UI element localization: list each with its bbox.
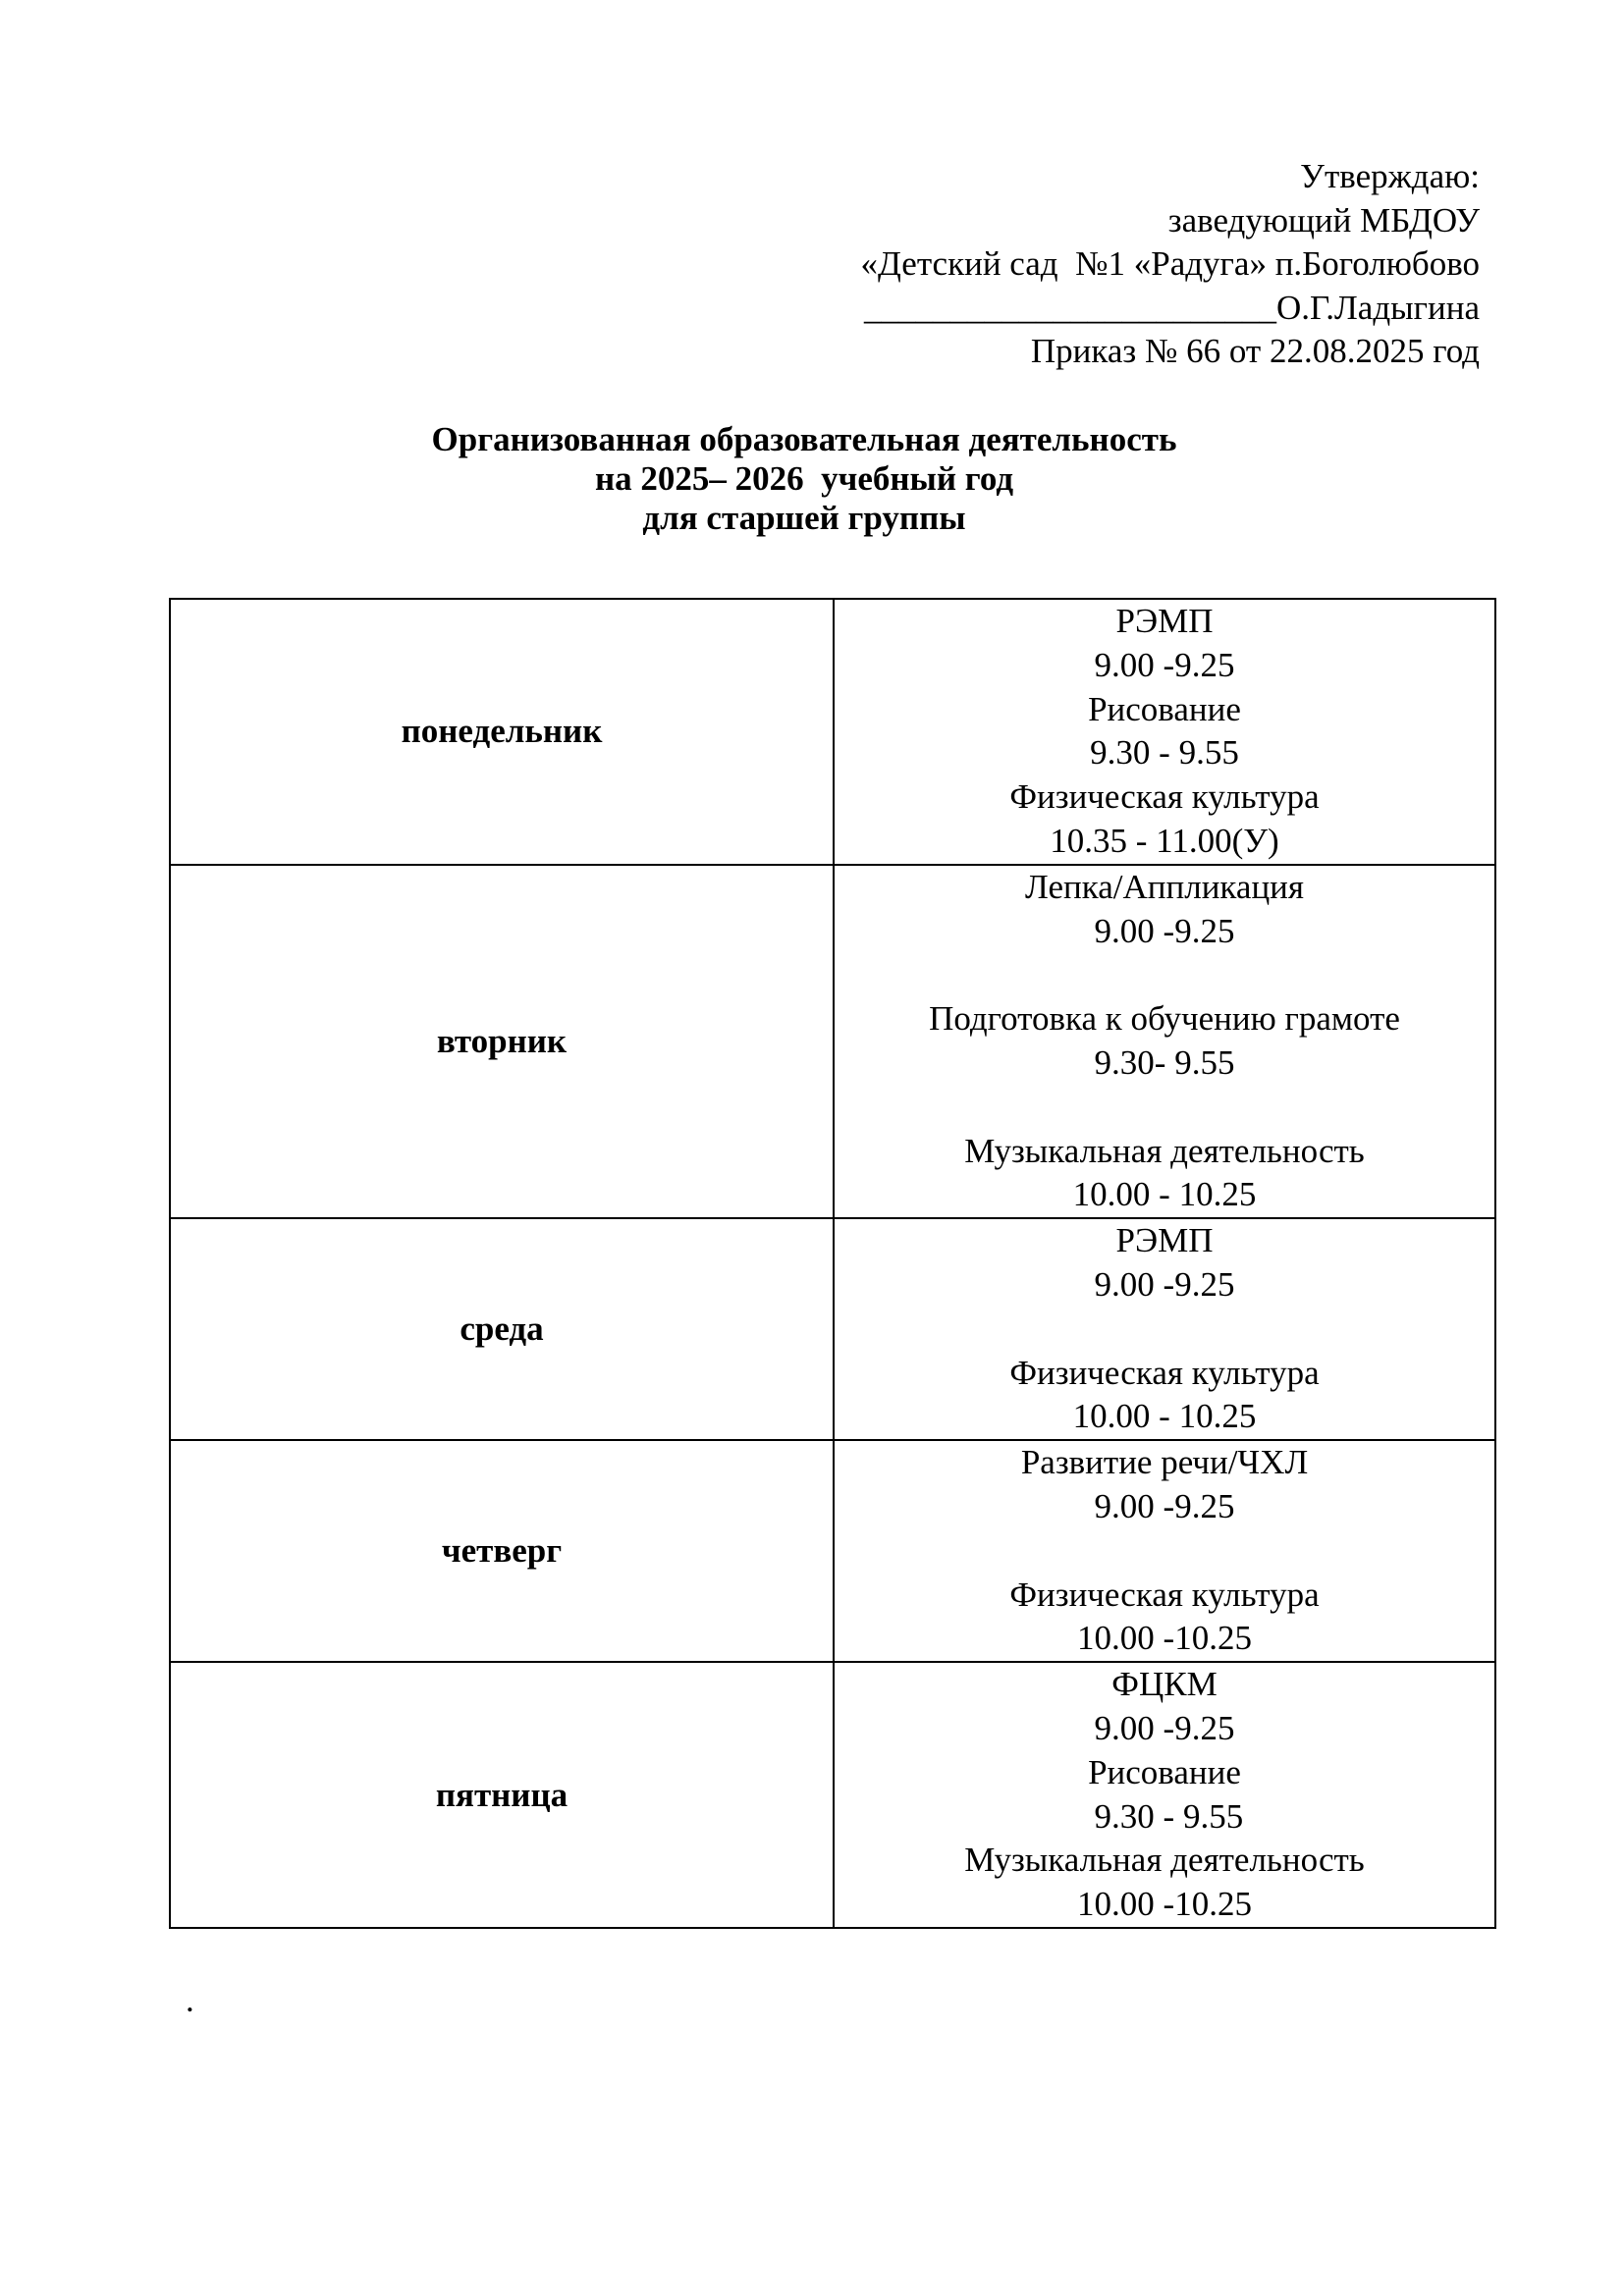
- lessons-cell: [834, 1440, 1495, 1662]
- lesson-line: 10.00 - 10.25: [1072, 1175, 1257, 1214]
- lesson-line: 10.00 - 10.25: [1072, 1397, 1257, 1436]
- approval-line: Утверждаю:: [1300, 157, 1480, 195]
- title-line: для старшей группы: [642, 499, 966, 537]
- lesson-line: 9.00 -9.25: [1094, 1708, 1235, 1747]
- lesson-line: Физическая культура: [1009, 1575, 1320, 1614]
- title-line: на 2025– 2026 учебный год: [594, 459, 1014, 498]
- approval-signature-line: ________________________О.Г.Ладыгина: [863, 288, 1480, 327]
- day-cell: четверг: [170, 1440, 834, 1662]
- title-line: Организованная образовательная деятельность: [431, 420, 1177, 458]
- lesson-line: Музыкальная деятельность: [964, 1131, 1365, 1170]
- lesson-line: [835, 1086, 1494, 1130]
- lesson-line: Физическая культура: [1009, 777, 1320, 817]
- table-row: [170, 1662, 1495, 1928]
- lesson-line: [835, 953, 1494, 997]
- lesson-line: 10.00 -10.25: [1077, 1619, 1252, 1658]
- day-cell: понедельник: [170, 599, 834, 865]
- lessons-cell: [834, 1662, 1495, 1928]
- lesson-line: РЭМП: [1115, 602, 1214, 640]
- lesson-line: 10.00 -10.25: [1077, 1885, 1252, 1924]
- approval-order-line: Приказ № 66 от 22.08.2025 год: [1030, 332, 1480, 370]
- lesson-line: Физическая культура: [1009, 1353, 1320, 1392]
- table-row: [170, 599, 1495, 865]
- lesson-line: Музыкальная деятельность: [964, 1841, 1365, 1880]
- lessons-cell: [834, 1218, 1495, 1440]
- lesson-line: Рисование: [1088, 1752, 1241, 1791]
- lesson-line: 9.00 -9.25: [1094, 645, 1235, 684]
- lessons-cell: [834, 865, 1495, 1218]
- lesson-line: 9.30- 9.55: [1094, 1042, 1235, 1082]
- lesson-line: Лепка/Аппликация: [1025, 867, 1304, 906]
- document-title: [0, 420, 1624, 538]
- day-cell: вторник: [170, 865, 834, 1218]
- table-row: [170, 865, 1495, 1218]
- day-cell: пятница: [170, 1662, 834, 1928]
- trailing-dot: .: [186, 1981, 194, 2019]
- lesson-line: Развитие речи/ЧХЛ: [1020, 1443, 1309, 1482]
- table-row: [170, 1440, 1495, 1662]
- lessons-cell: [834, 599, 1495, 865]
- lesson-line: Подготовка к обучению грамоте: [929, 999, 1400, 1039]
- lesson-line: 9.00 -9.25: [1094, 1264, 1235, 1304]
- approval-line: заведующий МБДОУ: [1167, 200, 1480, 240]
- day-cell: среда: [170, 1218, 834, 1440]
- table-row: [170, 1218, 1495, 1440]
- approval-line: «Детский сад №1 «Радуга» п.Боголюбово: [860, 244, 1480, 283]
- lesson-line: 9.30 - 9.55: [1090, 733, 1239, 773]
- lesson-line: ФЦКМ: [1111, 1665, 1218, 1704]
- lesson-line: [835, 1308, 1494, 1352]
- lesson-line: [835, 1529, 1494, 1574]
- lesson-line: 10.35 - 11.00(У): [1050, 821, 1279, 860]
- lesson-line: Рисование: [1088, 689, 1241, 728]
- approval-block: [860, 155, 1480, 374]
- lesson-line: 9.30 - 9.55: [1085, 1796, 1244, 1836]
- lesson-line: 9.00 -9.25: [1094, 1486, 1235, 1525]
- lesson-line: 9.00 -9.25: [1094, 911, 1235, 950]
- lesson-line: РЭМП: [1115, 1221, 1214, 1260]
- schedule-table: [169, 598, 1496, 1929]
